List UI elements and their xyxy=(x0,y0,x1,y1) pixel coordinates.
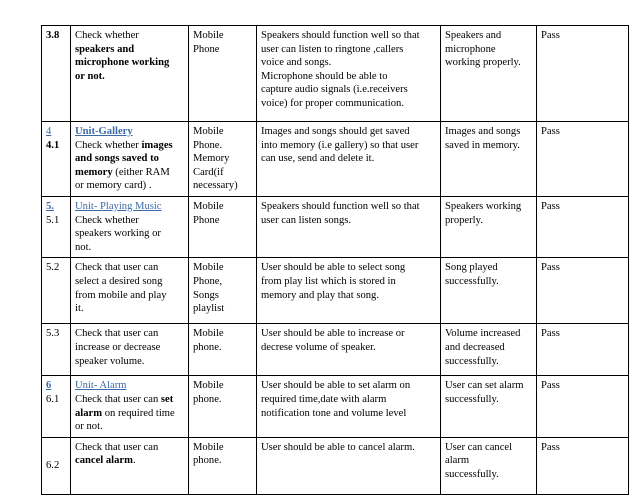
device-line: Mobile xyxy=(193,380,224,392)
device-line: Phone xyxy=(193,43,220,55)
device-line: Mobile xyxy=(193,262,224,274)
test-description-cell xyxy=(71,122,189,197)
description-line: increase or decrease xyxy=(75,341,161,353)
device-line: Phone xyxy=(193,214,220,226)
status-cell xyxy=(537,196,629,257)
description-line: speaker volume. xyxy=(75,355,145,367)
expected-line: User should be able to set alarm on xyxy=(261,380,411,392)
actual-result-cell xyxy=(441,324,537,376)
device-cell xyxy=(189,437,257,494)
test-id-cell xyxy=(42,376,71,437)
status-badge: Pass xyxy=(541,30,560,41)
actual-result-cell xyxy=(441,258,537,324)
expected-line: Speakers should function well so that xyxy=(261,30,420,41)
expected-line: from play list which is stored in xyxy=(261,275,396,287)
expected-result-cell xyxy=(257,196,441,257)
status-badge: Pass xyxy=(541,200,560,212)
description-line: or not. xyxy=(75,421,103,433)
description-line: it. xyxy=(75,303,84,315)
description-line: and songs saved to xyxy=(75,153,159,165)
expected-line: Images and songs should get saved xyxy=(261,126,410,137)
description-line: from mobile and play xyxy=(75,289,167,301)
status-cell xyxy=(537,258,629,324)
status-badge: Pass xyxy=(541,262,560,274)
description-line: memory (either RAM xyxy=(75,166,170,178)
device-cell xyxy=(189,324,257,376)
description-line: or memory card) . xyxy=(75,180,152,192)
expected-result-cell xyxy=(257,258,441,324)
test-id: 3.8 xyxy=(46,30,60,41)
device-line: Mobile xyxy=(193,328,224,340)
section-title: Unit- Alarm xyxy=(75,380,127,392)
test-id-cell xyxy=(42,122,71,197)
actual-result-cell xyxy=(441,122,537,197)
device-line: playlist xyxy=(193,303,225,315)
status-badge: Pass xyxy=(541,328,560,340)
table-row xyxy=(42,258,629,324)
expected-line: notification tone and volume level xyxy=(261,407,407,419)
device-line: Card(if xyxy=(193,166,224,178)
test-id-cell xyxy=(42,324,71,376)
actual-line: successfully. xyxy=(445,355,499,367)
description-line: cancel alarm. xyxy=(75,455,136,467)
device-line: necessary) xyxy=(193,180,238,192)
expected-result-cell xyxy=(257,26,441,122)
actual-line: successfully. xyxy=(445,275,499,287)
actual-line: Speakers working xyxy=(445,200,522,212)
device-cell xyxy=(189,258,257,324)
description-line: Check whether images xyxy=(75,139,173,151)
actual-line: Speakers and xyxy=(445,30,502,41)
expected-line: Speakers should function well so that xyxy=(261,200,420,212)
expected-result-cell xyxy=(257,437,441,494)
expected-line: voice and songs. xyxy=(261,57,332,69)
status-badge: Pass xyxy=(541,126,560,137)
test-id: 5.1 xyxy=(46,214,60,226)
status-cell xyxy=(537,26,629,122)
device-line: Songs xyxy=(193,289,219,301)
description-line: alarm on required time xyxy=(75,407,175,419)
table-row xyxy=(42,376,629,437)
test-description-cell xyxy=(71,26,189,122)
expected-line: Microphone should be able to xyxy=(261,70,388,82)
expected-line: User should be able to increase or xyxy=(261,328,405,340)
device-cell xyxy=(189,26,257,122)
description-line: Check that user can xyxy=(75,262,159,274)
test-id-cell xyxy=(42,437,71,494)
actual-line: User can set alarm xyxy=(445,380,524,392)
actual-result-cell xyxy=(441,196,537,257)
test-id: 6.2 xyxy=(46,459,60,471)
expected-line: capture audio signals (i.e.receivers xyxy=(261,84,408,96)
device-line: phone. xyxy=(193,393,222,405)
actual-line: Volume increased xyxy=(445,328,521,340)
actual-line: saved in memory. xyxy=(445,139,520,151)
actual-line: properly. xyxy=(445,214,483,226)
actual-line: microphone xyxy=(445,43,496,55)
test-id: 5.3 xyxy=(46,328,60,340)
status-cell xyxy=(537,324,629,376)
description-line: Check whether xyxy=(75,214,139,226)
description-line: not. xyxy=(75,241,92,253)
actual-line: Song played xyxy=(445,262,498,274)
expected-result-cell xyxy=(257,376,441,437)
test-id: 6.1 xyxy=(46,393,60,405)
table-row xyxy=(42,196,629,257)
section-number: 4 xyxy=(46,126,52,137)
table-row xyxy=(42,26,629,122)
section-title: Unit- Playing Music xyxy=(75,200,162,212)
expected-line: User should be able to cancel alarm. xyxy=(261,441,415,453)
description-line: or not. xyxy=(75,70,105,82)
section-number: 5. xyxy=(46,200,54,212)
description-line: microphone working xyxy=(75,57,170,69)
test-id-cell xyxy=(42,196,71,257)
test-case-table xyxy=(41,25,629,495)
expected-line: memory and play that song. xyxy=(261,289,379,301)
expected-line: decrese volume of speaker. xyxy=(261,341,376,353)
expected-line: User should be able to select song xyxy=(261,262,406,274)
section-title: Unit-Gallery xyxy=(75,126,133,137)
expected-result-cell xyxy=(257,324,441,376)
actual-line: and decreased xyxy=(445,341,505,353)
table-row xyxy=(42,437,629,494)
test-description-cell xyxy=(71,376,189,437)
description-line: Check that user can set xyxy=(75,393,174,405)
status-cell xyxy=(537,376,629,437)
description-line: speakers working or xyxy=(75,228,161,240)
device-line: Mobile xyxy=(193,30,224,41)
expected-line: user can listen to ringtone ,callers xyxy=(261,43,404,55)
device-line: Mobile xyxy=(193,441,224,453)
expected-line: required time,date with alarm xyxy=(261,393,387,405)
test-id-cell xyxy=(42,26,71,122)
device-cell xyxy=(189,122,257,197)
actual-result-cell xyxy=(441,437,537,494)
device-line: Mobile xyxy=(193,126,224,137)
test-description-cell xyxy=(71,196,189,257)
device-line: Phone, xyxy=(193,275,223,287)
status-cell xyxy=(537,122,629,197)
test-id: 5.2 xyxy=(46,262,60,274)
actual-line: Images and songs xyxy=(445,126,521,137)
test-id-cell xyxy=(42,258,71,324)
test-description-cell xyxy=(71,258,189,324)
actual-line: successfully. xyxy=(445,393,499,405)
actual-line: working properly. xyxy=(445,57,521,69)
device-line: phone. xyxy=(193,341,222,353)
expected-line: can use, send and delete it. xyxy=(261,153,375,165)
test-id: 4.1 xyxy=(46,139,60,151)
expected-result-cell xyxy=(257,122,441,197)
description-line: Check that user can xyxy=(75,328,159,340)
expected-line: voice) for proper communication. xyxy=(261,97,404,109)
device-line: phone. xyxy=(193,455,222,467)
expected-line: user can listen songs. xyxy=(261,214,352,226)
device-line: Phone. xyxy=(193,139,223,151)
actual-result-cell xyxy=(441,376,537,437)
status-badge: Pass xyxy=(541,441,560,453)
actual-line: successfully. xyxy=(445,468,499,480)
expected-line: into memory (i.e gallery) so that user xyxy=(261,139,419,151)
device-line: Memory xyxy=(193,153,230,165)
description-line: Check whether xyxy=(75,30,139,41)
actual-line: User can cancel xyxy=(445,441,513,453)
description-line: select a desired song xyxy=(75,275,163,287)
status-cell xyxy=(537,437,629,494)
actual-line: alarm xyxy=(445,455,470,467)
table-row xyxy=(42,122,629,197)
test-description-cell xyxy=(71,437,189,494)
device-cell xyxy=(189,196,257,257)
table-row xyxy=(42,324,629,376)
device-line: Mobile xyxy=(193,200,224,212)
description-line: speakers and xyxy=(75,43,135,55)
section-number: 6 xyxy=(46,380,52,392)
device-cell xyxy=(189,376,257,437)
description-line: Check that user can xyxy=(75,441,159,453)
actual-result-cell xyxy=(441,26,537,122)
status-badge: Pass xyxy=(541,380,560,392)
test-description-cell xyxy=(71,324,189,376)
